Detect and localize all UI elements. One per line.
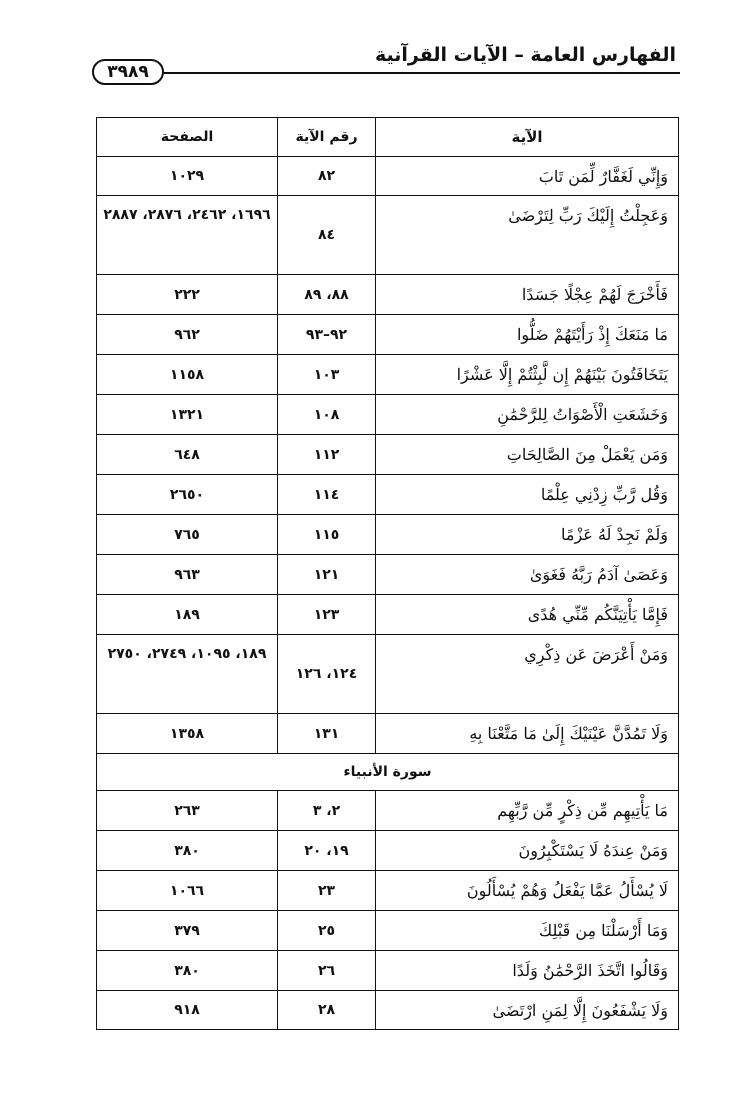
verse-cell: فَأَخْرَجَ لَهُمْ عِجْلًا جَسَدًا — [375, 275, 678, 314]
verse-cell: وَمَنْ عِندَهُ لَا يَسْتَكْبِرُونَ — [375, 831, 678, 870]
column-header-page: الصفحة — [160, 129, 214, 145]
page-cell: ٩٦٢ — [174, 326, 200, 343]
verse-number-cell: ١٠٣ — [277, 355, 375, 394]
verse-number-cell: ١٣١ — [277, 714, 375, 753]
verse-number-cell: ١١٤ — [277, 475, 375, 514]
page-cell: ١٣٥٨ — [169, 725, 205, 742]
column-header-verse: الآية — [375, 118, 678, 156]
verse-number-cell: ٢، ٣ — [277, 791, 375, 830]
page-cell: ١١٥٨ — [169, 366, 205, 383]
verse-cell: وَمَن يَعْمَلْ مِنَ الصَّالِحَاتِ — [375, 435, 678, 474]
verse-number-cell: ٩٢–٩٣ — [277, 315, 375, 354]
page-cell: ٣٨٠ — [174, 962, 200, 979]
table-row — [97, 950, 678, 990]
table-row — [97, 195, 678, 274]
verse-number-cell: ١١٥ — [277, 515, 375, 554]
page-cell: ١٦٩٦، ٢٤٦٢، ٢٨٧٦، ٢٨٨٧ — [103, 207, 271, 223]
page-cell: ١٨٩، ١٠٩٥، ٢٧٤٩، ٢٧٥٠ — [107, 646, 267, 662]
table-row — [97, 990, 678, 1029]
verse-cell: وَإِنِّي لَغَفَّارٌ لِّمَن تَابَ — [375, 157, 678, 195]
table-row — [97, 514, 678, 554]
table-row — [97, 594, 678, 634]
table-row — [97, 910, 678, 950]
verse-cell: وَمَنْ أَعْرَضَ عَن ذِكْرِي — [375, 635, 678, 713]
page-cell: ٢٦٣ — [174, 802, 200, 819]
verse-cell: وَلَا يَشْفَعُونَ إِلَّا لِمَنِ ارْتَضَىٰ — [375, 991, 678, 1029]
page-header — [90, 44, 680, 88]
column-header-number: رقم الآية — [277, 118, 375, 156]
verse-index-table — [96, 117, 679, 1030]
verse-number-cell: ٢٨ — [277, 991, 375, 1029]
verse-cell: وَخَشَعَتِ الْأَصْوَاتُ لِلرَّحْمَٰنِ — [375, 395, 678, 434]
header-rule — [164, 72, 680, 74]
table-row — [97, 870, 678, 910]
verse-cell: وَقُل رَّبِّ زِدْنِي عِلْمًا — [375, 475, 678, 514]
table-row — [97, 434, 678, 474]
verse-number-cell: ١٢٤، ١٢٦ — [277, 635, 375, 713]
table-row — [97, 634, 678, 713]
page-title: الفهارس العامة – الآيات القرآنية — [375, 44, 676, 66]
verse-number-cell: ٨٤ — [277, 196, 375, 274]
verse-number-cell: ١٩، ٢٠ — [277, 831, 375, 870]
verse-number-cell: ٢٣ — [277, 871, 375, 910]
verse-number-cell: ١٢١ — [277, 555, 375, 594]
surah-heading: سورة الأنبياء — [97, 753, 678, 790]
table-row — [97, 830, 678, 870]
verse-cell: مَا يَأْتِيهِم مِّن ذِكْرٍ مِّن رَّبِّهِم — [375, 791, 678, 830]
page-cell: ٣٧٩ — [174, 922, 200, 939]
verse-cell: لَا يُسْأَلُ عَمَّا يَفْعَلُ وَهُمْ يُسْأَلُونَ — [375, 871, 678, 910]
table-row — [97, 713, 678, 753]
verse-cell: مَا مَنَعَكَ إِذْ رَأَيْتَهُمْ ضَلُّوا — [375, 315, 678, 354]
verse-cell: وَلَا تَمُدَّنَّ عَيْنَيْكَ إِلَىٰ مَا مَتَّعْنَا بِهِ — [375, 714, 678, 753]
verse-cell: يَتَخَافَتُونَ بَيْنَهُمْ إِن لَّبِثْتُمْ إِلَّا عَشْرًا — [375, 355, 678, 394]
verse-cell: وَقَالُوا اتَّخَذَ الرَّحْمَٰنُ وَلَدًا — [375, 951, 678, 990]
verse-cell: وَعَصَىٰ آدَمُ رَبَّهُ فَغَوَىٰ — [375, 555, 678, 594]
page-cell: ٧٦٥ — [174, 526, 200, 543]
page-cell: ١٠٢٩ — [169, 168, 205, 184]
table-row — [97, 790, 678, 830]
table-row — [97, 394, 678, 434]
verse-number-cell: ١١٢ — [277, 435, 375, 474]
page-cell: ٢٦٥٠ — [169, 486, 205, 503]
page-cell: ١٣٢١ — [169, 406, 205, 423]
verse-number-cell: ٢٥ — [277, 911, 375, 950]
table-row — [97, 354, 678, 394]
table-row — [97, 156, 678, 195]
table-row — [97, 274, 678, 314]
page-cell: ٢٢٢ — [174, 286, 200, 303]
verse-number-cell: ١٠٨ — [277, 395, 375, 434]
page-cell: ٩١٨ — [174, 1002, 200, 1018]
page-cell: ٣٨٠ — [174, 842, 200, 859]
page-cell: ١٠٦٦ — [169, 882, 205, 899]
table-row — [97, 314, 678, 354]
verse-number-cell: ١٢٣ — [277, 595, 375, 634]
table-row — [97, 474, 678, 514]
page-cell: ٩٦٣ — [174, 566, 200, 583]
verse-cell: فَإِمَّا يَأْتِيَنَّكُم مِّنِّي هُدًى — [375, 595, 678, 634]
verse-number-cell: ٨٢ — [277, 157, 375, 195]
verse-cell: وَعَجِلْتُ إِلَيْكَ رَبِّ لِتَرْضَىٰ — [375, 196, 678, 274]
verse-cell: وَلَمْ نَجِدْ لَهُ عَزْمًا — [375, 515, 678, 554]
verse-number-cell: ٢٦ — [277, 951, 375, 990]
page-number-badge: ٣٩٨٩ — [92, 59, 164, 85]
verse-number-cell: ٨٨، ٨٩ — [277, 275, 375, 314]
verse-cell: وَمَا أَرْسَلْنَا مِن قَبْلِكَ — [375, 911, 678, 950]
table-header-row — [97, 118, 678, 156]
page-cell: ٦٤٨ — [174, 446, 200, 463]
table-row — [97, 554, 678, 594]
page-cell: ١٨٩ — [174, 606, 200, 623]
